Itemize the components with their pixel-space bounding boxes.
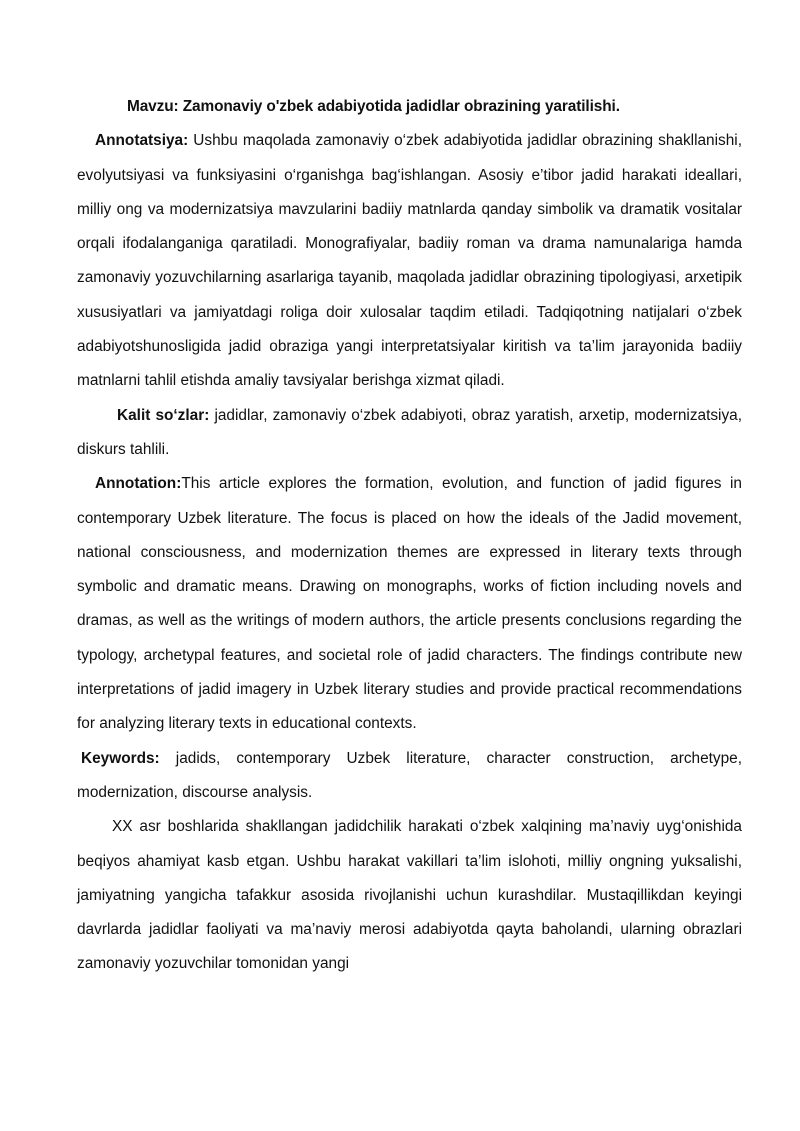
- page-content: [77, 90, 742, 982]
- keywords-text: jadids, contemporary Uzbek literature, character construction, archetype, modernization, discourse analysis.: [77, 749, 742, 801]
- kalit-sozlar-paragraph: [77, 399, 742, 468]
- annotatsiya-label: Annotatsiya:: [95, 132, 189, 150]
- keywords-paragraph: [77, 742, 742, 811]
- body-paragraph: XX asr boshlarida shakllangan jadidchilik harakati o‘zbek xalqining ma’naviy uyg‘onishida beqiyos ahamiyat kasb etgan. Ushbu harakat vakillari ta’lim islohoti, milliy ongning yuksalishi, jamiyatning yangicha tafakkur asosida rivojlanishi uchun kurashdilar. Mustaqillikdan keyingi davrlarda jadidlar faoliyati va ma’naviy merosi adabiyotda qayta baholandi, ularning obrazlari zamonaviy yozuvchilar tomonidan yangi: [77, 818, 742, 973]
- annotatsiya-paragraph: [77, 124, 742, 398]
- keywords-label: Keywords:: [81, 749, 160, 767]
- annotation-label: Annotation:: [95, 475, 182, 493]
- annotation-paragraph: [77, 467, 742, 741]
- kalit-sozlar-text: jadidlar, zamonaviy o‘zbek adabiyoti, obraz yaratish, arxetip, modernizatsiya, diskurs tahlili.: [77, 406, 743, 458]
- annotatsiya-text: Ushbu maqolada zamonaviy o‘zbek adabiyotida jadidlar obrazining shakllanishi, evolyutsiyasi va funksiyasini o‘rganishga bag‘ishlangan. Asosiy e’tibor jadid harakati ideallari, milliy ong va modernizatsiya mavzularini badiiy matnlarda qanday simbolik va dramatik vositalar orqali ifodalanganiga qaratiladi. Monografiyalar, badiiy roman va drama namunalariga hamda zamonaviy yozuvchilarning asarlariga tayanib, maqolada jadidlar obrazining tipologiyasi, arxetipik xususiyatlari va jamiyatdagi roliga doir xulosalar taqdim etiladi. Tadqiqotning natijalari o‘zbek adabiyotshunosligida jadid obraziga yangi interpretatsiyalar kiritish va ta’lim jarayonida badiiy matnlarni tahlil etishda amaliy tavsiyalar berishga xizmat qiladi.: [77, 132, 742, 390]
- kalit-sozlar-label: Kalit so‘zlar:: [117, 406, 210, 424]
- page-title: Mavzu: Zamonaviy o'zbek adabiyotida jadidlar obrazining yaratilishi.: [127, 98, 620, 115]
- annotation-text: This article explores the formation, evolution, and function of jadid figures in contemporary Uzbek literature. The focus is placed on how the ideals of the Jadid movement, national consciousness, and modernization themes are expressed in literary texts through symbolic and dramatic means. Drawing on monographs, works of fiction including novels and dramas, as well as the writings of modern authors, the article presents conclusions regarding the typology, archetypal features, and societal role of jadid characters. The findings contribute new interpretations of jadid imagery in Uzbek literary studies and provide practical recommendations for analyzing literary texts in educational contexts.: [77, 475, 742, 733]
